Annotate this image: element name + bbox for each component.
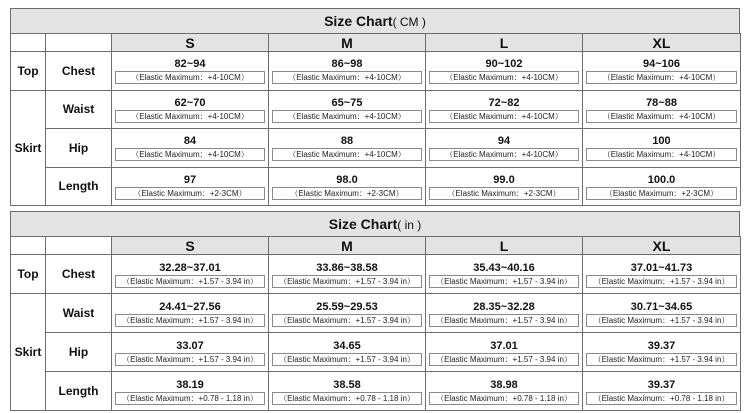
elastic-note: （Elastic Maximum：+4-10CM） xyxy=(586,148,737,161)
size-cell xyxy=(112,255,269,294)
cell-value: 100.0 xyxy=(647,173,676,186)
size-cell xyxy=(583,372,741,411)
group-label-skirt: Skirt xyxy=(11,294,46,411)
elastic-note: （Elastic Maximum：+0.78 - 1.18 in） xyxy=(272,392,422,405)
cell-value: 30.71~34.65 xyxy=(630,300,693,313)
measure-label: Length xyxy=(46,372,112,411)
cell-value: 90~102 xyxy=(485,58,523,71)
cell-value: 25.59~29.53 xyxy=(316,300,378,313)
elastic-note: （Elastic Maximum：+4-10CM） xyxy=(272,110,422,123)
cell-value: 72~82 xyxy=(488,96,520,109)
elastic-note: （Elastic Maximum：+4-10CM） xyxy=(586,71,737,84)
cell-value: 78~88 xyxy=(646,96,677,109)
chart-title: Size Chart xyxy=(324,13,393,29)
elastic-note: （Elastic Maximum：+4-10CM） xyxy=(429,110,579,123)
elastic-note: （Elastic Maximum：+1.57 - 3.94 in） xyxy=(115,353,265,366)
measure-label: Hip xyxy=(46,129,112,168)
elastic-note: （Elastic Maximum：+0.78 - 1.18 in） xyxy=(115,392,265,405)
cell-value: 37.01 xyxy=(490,339,518,352)
elastic-note: （Elastic Maximum：+4-10CM） xyxy=(115,148,265,161)
size-cell xyxy=(583,129,741,168)
elastic-note: （Elastic Maximum：+0.78 - 1.18 in） xyxy=(586,392,737,405)
measure-label: Waist xyxy=(46,294,112,333)
chart-title: Size Chart xyxy=(328,216,398,232)
elastic-note: （Elastic Maximum：+1.57 - 3.94 in） xyxy=(115,275,265,288)
size-cell xyxy=(112,90,269,129)
size-cell xyxy=(426,372,583,411)
elastic-note: （Elastic Maximum：+4-10CM） xyxy=(586,110,737,123)
elastic-note: （Elastic Maximum：+1.57 - 3.94 in） xyxy=(272,353,422,366)
size-cell xyxy=(426,333,583,372)
elastic-note: （Elastic Maximum：+4-10CM） xyxy=(115,71,265,84)
size-cell xyxy=(583,52,741,91)
size-chart-inch xyxy=(10,211,740,411)
measure-label: Waist xyxy=(46,90,112,129)
elastic-note: （Elastic Maximum：+1.57 - 3.94 in） xyxy=(272,275,422,288)
group-label-skirt: Skirt xyxy=(11,90,46,206)
elastic-note: （Elastic Maximum：+4-10CM） xyxy=(429,71,579,84)
elastic-note: （Elastic Maximum：+2-3CM） xyxy=(586,187,737,200)
chart-title-bar xyxy=(10,211,740,236)
size-cell xyxy=(426,167,583,206)
cell-value: 33.86~38.58 xyxy=(316,261,378,274)
group-label-top: Top xyxy=(11,255,46,294)
size-cell xyxy=(583,255,741,294)
size-cell xyxy=(583,167,741,206)
size-cell xyxy=(269,372,426,411)
size-cell xyxy=(426,129,583,168)
cell-value: 94 xyxy=(497,135,511,148)
cell-value: 88 xyxy=(340,135,354,148)
chart-unit: ( CM ) xyxy=(392,15,426,29)
cell-value: 34.65 xyxy=(333,339,361,352)
elastic-note: （Elastic Maximum：+1.57 - 3.94 in） xyxy=(586,314,737,327)
size-cell xyxy=(426,255,583,294)
elastic-note: （Elastic Maximum：+4-10CM） xyxy=(272,71,422,84)
size-cell xyxy=(112,333,269,372)
size-header-s: S xyxy=(112,237,269,255)
table-row xyxy=(11,255,741,294)
elastic-note: （Elastic Maximum：+4-10CM） xyxy=(115,110,265,123)
size-cell xyxy=(269,255,426,294)
elastic-note: （Elastic Maximum：+1.57 - 3.94 in） xyxy=(272,314,422,327)
size-header-m: M xyxy=(269,34,426,52)
table-row xyxy=(11,129,741,168)
cell-value: 39.37 xyxy=(647,378,676,391)
table-row xyxy=(11,333,741,372)
cell-value: 24.41~27.56 xyxy=(159,300,221,313)
size-cell xyxy=(112,52,269,91)
table-row xyxy=(11,90,741,129)
cell-value: 94~106 xyxy=(642,58,680,71)
measure-label: Hip xyxy=(46,333,112,372)
size-cell xyxy=(269,167,426,206)
elastic-note: （Elastic Maximum：+1.57 - 3.94 in） xyxy=(429,275,579,288)
cell-value: 32.28~37.01 xyxy=(159,261,221,274)
cell-value: 35.43~40.16 xyxy=(473,261,535,274)
measure-label: Chest xyxy=(46,255,112,294)
size-cell xyxy=(269,294,426,333)
size-cell xyxy=(269,52,426,91)
size-cell xyxy=(269,90,426,129)
size-header-row xyxy=(11,34,741,52)
cell-value: 65~75 xyxy=(331,96,363,109)
size-header-m: M xyxy=(269,237,426,255)
elastic-note: （Elastic Maximum：+2-3CM） xyxy=(429,187,579,200)
group-label-top: Top xyxy=(11,52,46,91)
cell-value: 97 xyxy=(183,173,197,186)
size-chart-cm xyxy=(10,8,740,206)
cell-value: 37.01~41.73 xyxy=(630,261,693,274)
size-cell xyxy=(426,52,583,91)
elastic-note: （Elastic Maximum：+1.57 - 3.94 in） xyxy=(586,275,737,288)
size-cell xyxy=(112,167,269,206)
chart-unit: ( in ) xyxy=(397,218,422,232)
size-cell xyxy=(269,129,426,168)
cell-value: 38.19 xyxy=(176,378,204,391)
elastic-note: （Elastic Maximum：+1.57 - 3.94 in） xyxy=(586,353,737,366)
size-table xyxy=(10,33,741,206)
elastic-note: （Elastic Maximum：+4-10CM） xyxy=(272,148,422,161)
size-header-row xyxy=(11,237,741,255)
elastic-note: （Elastic Maximum：+1.57 - 3.94 in） xyxy=(115,314,265,327)
size-header-xl: XL xyxy=(583,34,741,52)
cell-value: 82~94 xyxy=(174,58,206,71)
size-cell xyxy=(112,129,269,168)
cell-value: 99.0 xyxy=(493,173,515,186)
table-row xyxy=(11,52,741,91)
elastic-note: （Elastic Maximum：+1.57 - 3.94 in） xyxy=(429,353,579,366)
cell-value: 98.0 xyxy=(336,173,358,186)
table-row xyxy=(11,167,741,206)
elastic-note: （Elastic Maximum：+2-3CM） xyxy=(272,187,422,200)
size-cell xyxy=(426,90,583,129)
size-header-s: S xyxy=(112,34,269,52)
cell-value: 86~98 xyxy=(331,58,363,71)
size-cell xyxy=(583,90,741,129)
cell-value: 38.58 xyxy=(333,378,361,391)
size-cell xyxy=(583,294,741,333)
measure-label: Length xyxy=(46,167,112,206)
size-header-xl: XL xyxy=(583,237,741,255)
cell-value: 84 xyxy=(183,135,197,148)
elastic-note: （Elastic Maximum：+1.57 - 3.94 in） xyxy=(429,314,579,327)
table-row xyxy=(11,294,741,333)
elastic-note: （Elastic Maximum：+4-10CM） xyxy=(429,148,579,161)
cell-value: 38.98 xyxy=(490,378,518,391)
cell-value: 33.07 xyxy=(176,339,204,352)
size-cell xyxy=(112,294,269,333)
elastic-note: （Elastic Maximum：+0.78 - 1.18 in） xyxy=(429,392,579,405)
size-cell xyxy=(583,333,741,372)
size-cell xyxy=(426,294,583,333)
cell-value: 62~70 xyxy=(174,96,206,109)
cell-value: 28.35~32.28 xyxy=(473,300,535,313)
elastic-note: （Elastic Maximum：+2-3CM） xyxy=(115,187,265,200)
size-header-l: L xyxy=(426,34,583,52)
size-header-l: L xyxy=(426,237,583,255)
size-cell xyxy=(269,333,426,372)
size-cell xyxy=(112,372,269,411)
size-table xyxy=(10,236,741,411)
cell-value: 39.37 xyxy=(647,339,676,352)
cell-value: 100 xyxy=(652,135,671,148)
chart-title-bar xyxy=(10,8,740,33)
table-row xyxy=(11,372,741,411)
measure-label: Chest xyxy=(46,52,112,91)
